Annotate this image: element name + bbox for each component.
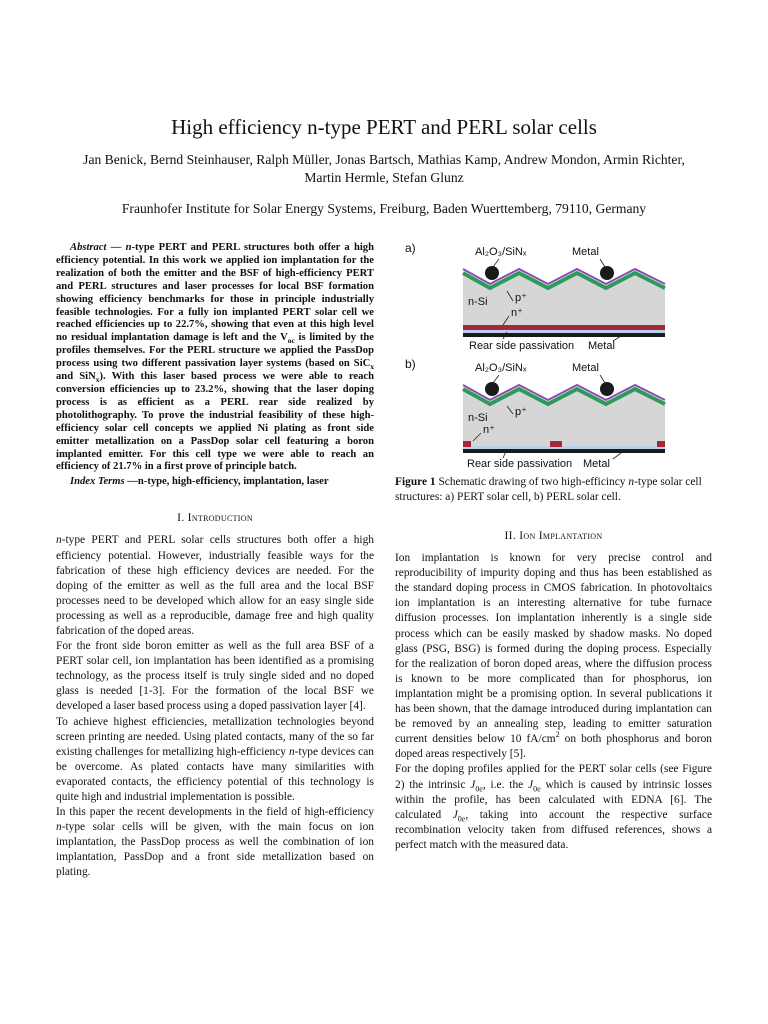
metal-label-b: Metal: [572, 362, 599, 374]
front-metal-contact: [485, 382, 499, 396]
right-column: [395, 243, 712, 853]
panel-label-b: b): [405, 357, 416, 371]
front-metal-contact: [600, 266, 614, 280]
solar-cell-schematic: [395, 243, 712, 471]
nsi-label-b: n-Si: [468, 412, 488, 424]
pert-cell-diagram: [463, 259, 665, 341]
ion-paragraph-1: Ion implantation is known for very precise control and reproducibility of impurity doping and thus has been established as the standard doping process in CMOS fabrication. In photovoltaics ion implantation is an interesting alternative for tube furnace diffusion processes. Ion implantation inherently is a single side process which can be easily masked by shadow masks. No doped glass (PSG, BSG) is formed during the doping process. Especially for the realization of boron doped areas, where the diffusion process is known to be more complicated than for phosphorus, ion implantation might be a promising option. In several publications it has been shown, that the damage introduced during implantation can be removed by an annealing step, leading to emitter saturation current densities below 10 $fA/cm^2$ on both phosphorus and boron doped areas respectively [5].: [395, 552, 712, 761]
local-bsf-point: [550, 441, 562, 447]
perl-cell-diagram: [463, 375, 665, 459]
abstract-lead: Abstract: [70, 242, 107, 253]
paper-title: High efficiency n-type PERT and PERL solar cells: [171, 115, 597, 139]
figure-1: [395, 243, 712, 471]
rear-metal-label-b: Metal: [583, 458, 610, 470]
leader-line: [613, 453, 621, 459]
leader-line: [493, 259, 499, 267]
metal-label-a: Metal: [572, 246, 599, 258]
intro-paragraph-4: In this paper the recent developments in the field of high-efficiency n-type solar cells will be given, with the main focus on ion implantation, the PassDop process as well the combination of ion implantation, PassDop and a front side metallization based on plating.: [56, 806, 374, 879]
pplus-label-b: p⁺: [515, 406, 527, 418]
figure-1-caption: Figure 1 Schematic drawing of two high-efficincy n-type solar cell structures: a) PERT solar cell, b) PERL solar cell.: [395, 476, 702, 503]
coating-label-a: Al₂O₃/SiNₓ: [475, 246, 527, 258]
section-heading-introduction: I. Introduction: [177, 511, 253, 525]
rear-passivation-layer: [463, 330, 665, 333]
leader-line: [600, 259, 605, 267]
front-metal-contact: [485, 266, 499, 280]
nplus-label-b: n⁺: [483, 424, 495, 436]
rear-label-a: Rear side passivation: [469, 340, 575, 352]
rear-passivation-layer: [463, 446, 665, 449]
front-metal-contact: [600, 382, 614, 396]
nsi-label-a: n-Si: [468, 296, 488, 308]
intro-paragraph-2: For the front side boron emitter as well as the full area BSF of a PERT solar cell, ion implantation has been identified as a promising technology, as the process itself is truly single sided and no doped glass is needed [1-3]. For the formation of the local BSF we developed a laser based process using a doped passivation layer [4].: [56, 640, 374, 713]
intro-paragraph-3: To achieve highest efficiencies, metallization technologies beyond screen printing are needed. Using plated contacts, many of the so far existing challenges for metallizing high-efficiency n-type devices can be overcome. As plated contacts have many similarities with evaporated contacts, the efficiency potential of this technology is quite high and industrial implementation is possible.: [56, 715, 374, 803]
panel-label-a: a): [405, 241, 416, 255]
section-heading-ion-implantation: II. Ion Implantation: [504, 529, 603, 542]
pplus-label-a: p⁺: [515, 292, 527, 304]
leader-line: [600, 375, 605, 383]
nplus-label-a: n⁺: [511, 307, 523, 319]
left-column: [56, 242, 374, 881]
rear-metal: [463, 449, 665, 453]
local-bsf-point: [463, 441, 471, 447]
rear-metal: [463, 333, 665, 337]
intro-paragraph-1: n-type PERT and PERL solar cells structures both offer a high efficiency potential. However, industrially feasible ways for the fabrication of these high efficiency devices are needed. For the doping of the emitter as well as the full area and the local BSF processes need to be developed which allow for an easy single side processing as well as a reproducible, damage free and high quality fabrication of the doped areas.: [56, 534, 374, 637]
affiliation: Fraunhofer Institute for Solar Energy Systems, Freiburg, Baden Wuerttemberg, 79110, Germany: [121, 201, 647, 216]
leader-line: [493, 375, 499, 383]
bsf-layer: [463, 325, 665, 330]
rear-label-b: Rear side passivation: [467, 458, 573, 470]
abstract: Abstract — n-type PERT and PERL structures both offer a high efficiency potential. In this work we applied ion implantation for the realization of both the emitter and the BSF of high-efficiency PERT and PERL structures and laser processes for local BSF formation showing efficiency benchmarks for those in principle industrially feasible technologies. For a fully ion implanted PERT solar cell we reached efficiencies up to 22.7%, showing that even at this high level no residual implantation damage is left and the $V_{oc}$ is limited by the profiles themselves. For the PERL structure we applied the PassDop process using two different passivation layer systems (based on SiC$_x$ and SiN$_x$). With this laser based process we were able to reach conversion efficiencies up to 23.2%, showing that the laser doping process is as efficient as a PERL rear side realized by photolithography. To prove the industrial feasibility of these high-efficiency solar cell concepts we applied Ni plating as front side emitter metallization on a PassDop solar cell featuring a boron implanted emitter. For this cell type we were able to reach an efficiency of 21.7% in a first prove of principle batch.: [56, 242, 374, 473]
coating-label-b: Al₂O₃/SiNₓ: [475, 362, 527, 374]
index-terms: Index Terms —n-type, high-efficiency, implantation, laser: [70, 476, 329, 488]
local-bsf-point: [657, 441, 665, 447]
author-list: Jan Benick, Bernd Steinhauser, Ralph Müller, Jonas Bartsch, Mathias Kamp, Andrew Mondon, Armin Richter, Martin Hermle, Stefan Glunz: [83, 152, 685, 185]
ion-paragraph-2: For the doping profiles applied for the PERT solar cells (see Figure 2) the intrinsic $J_{0e}$, i.e. the $J_{0e}$ which is caused by intrinsic losses within the profile, has been calculated with EDNA [6]. The calculated $J_{0e}$, taking into account the respective surface recombination velocity taken from diffused references, shows a perfect match with the measured data.: [395, 763, 712, 851]
rear-metal-label-a: Metal: [588, 340, 615, 352]
